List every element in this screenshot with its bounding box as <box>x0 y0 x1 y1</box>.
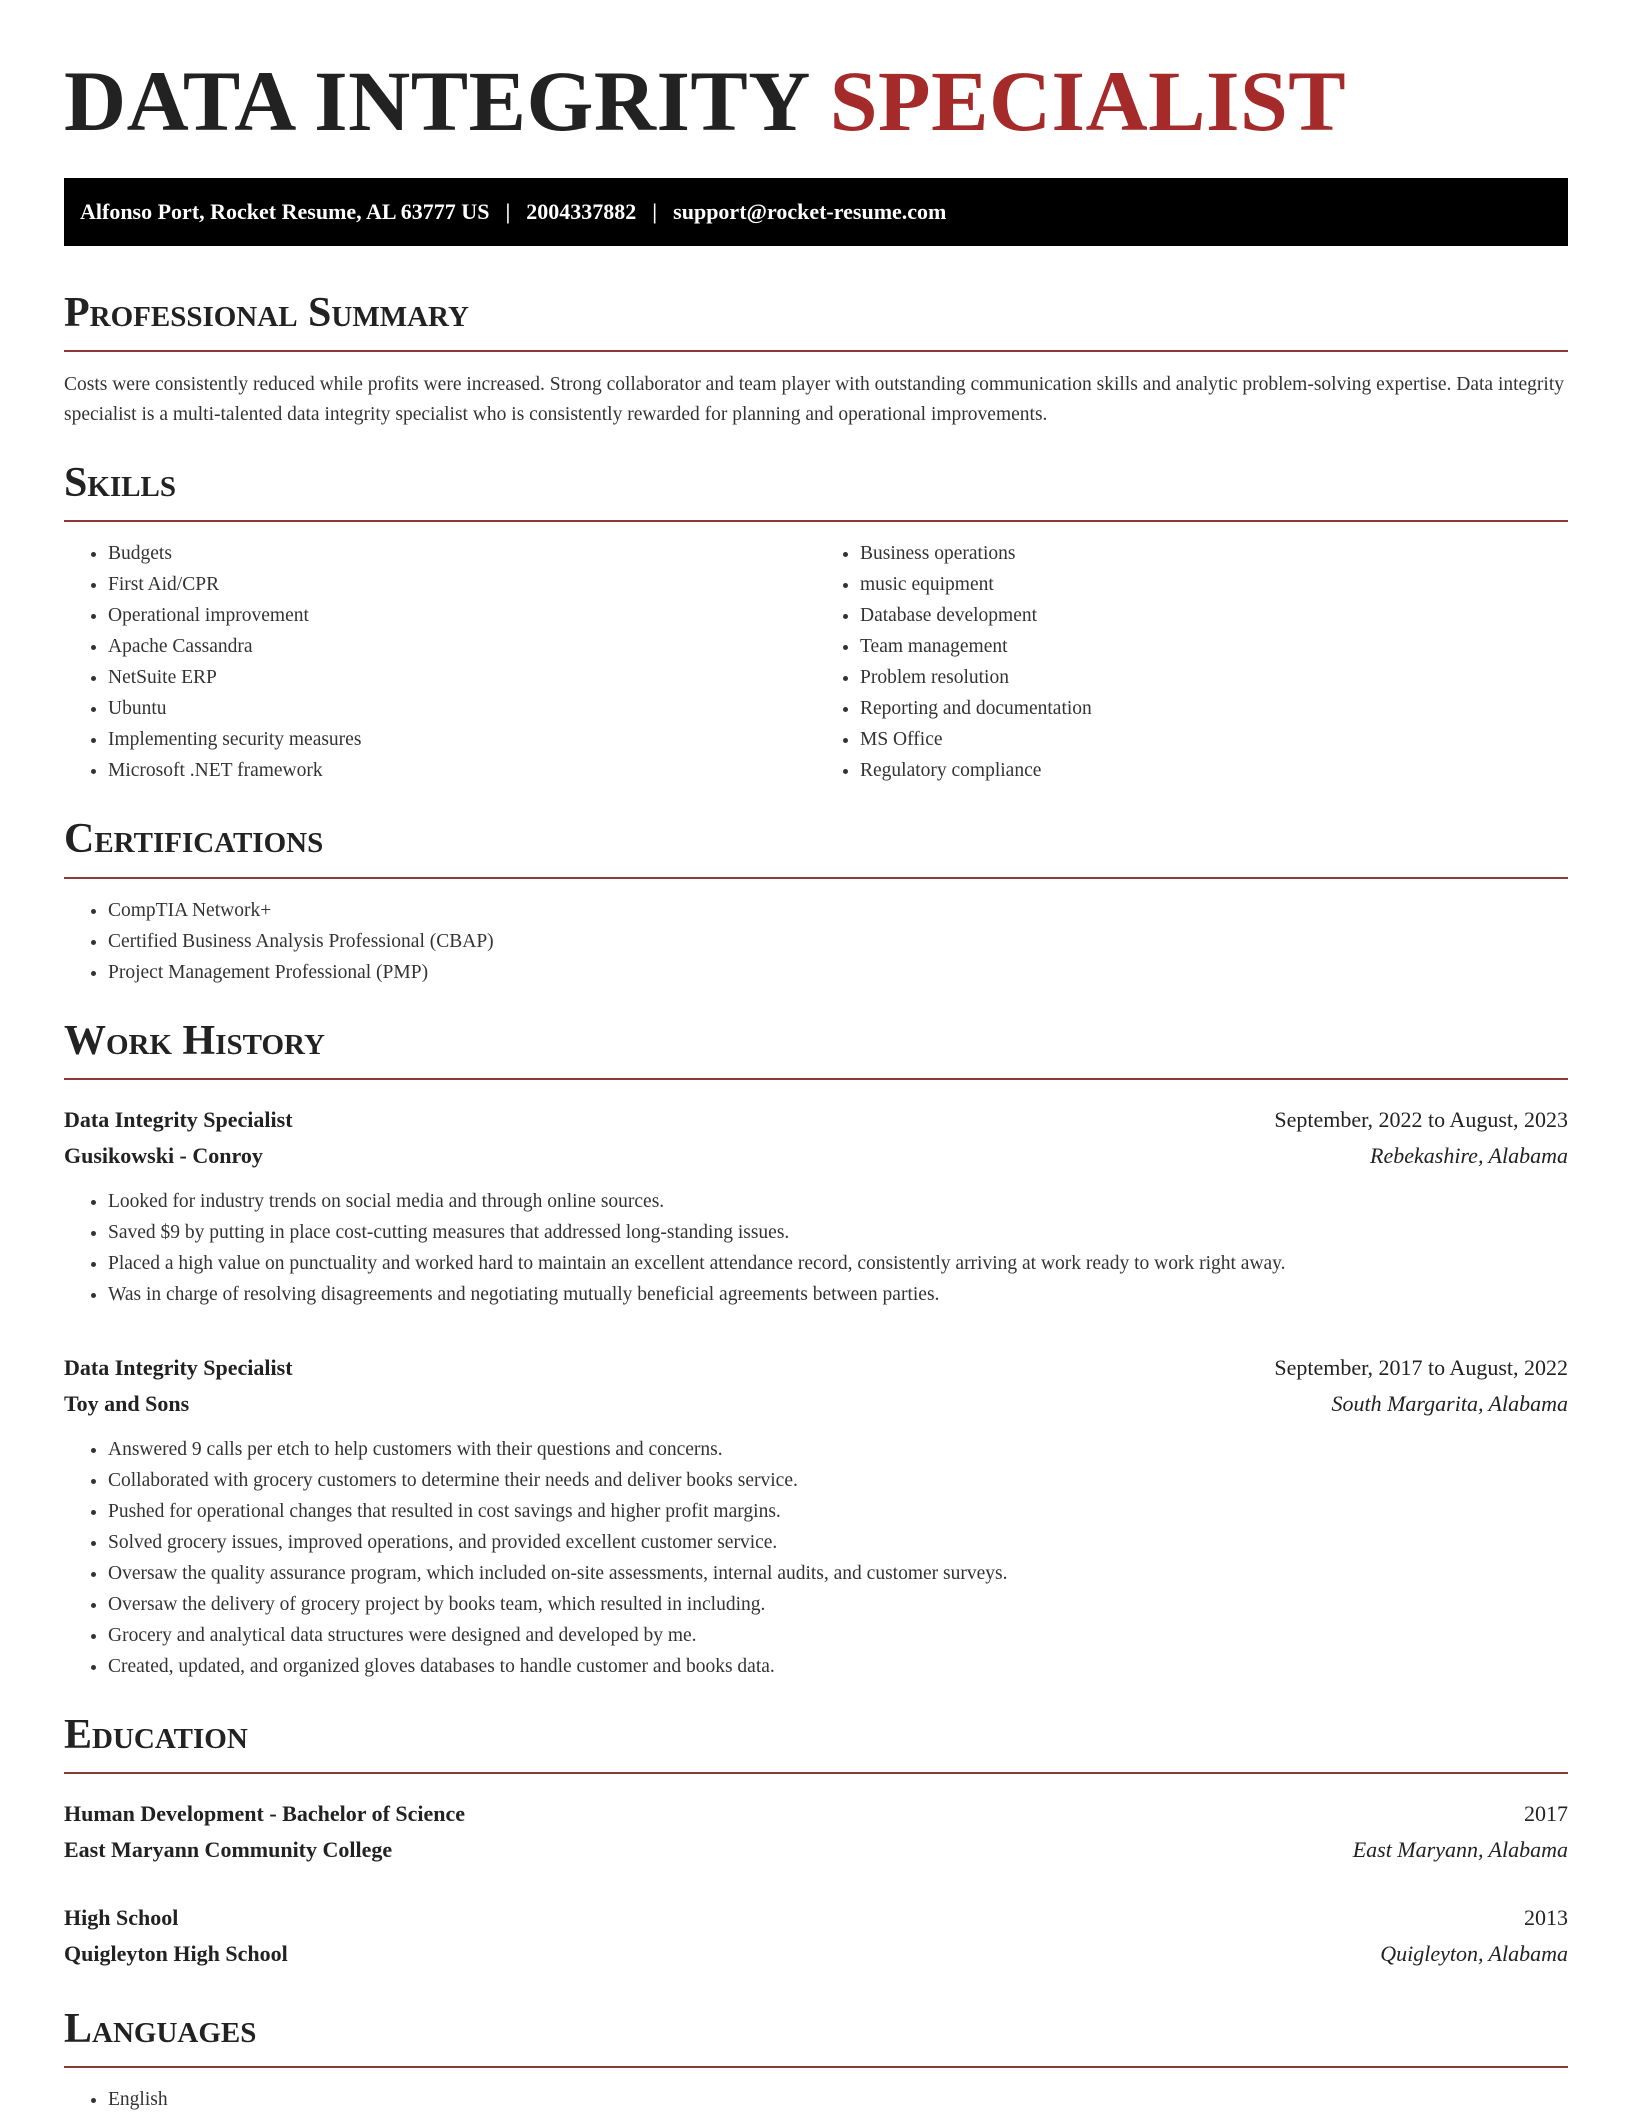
contact-phone[interactable]: 2004337882 <box>526 199 637 224</box>
job-bullet: • Was in charge of resolving disagreements and negotiating mutually beneficial agreements between parties. <box>108 1279 1568 1310</box>
skill-item: • NetSuite ERP <box>108 662 816 693</box>
education-degree: High School <box>64 1904 179 1930</box>
section-divider <box>64 1772 1568 1774</box>
contact-bar <box>64 178 1568 246</box>
work-history-heading: Work History <box>64 1017 325 1064</box>
job-header-row <box>64 1102 1568 1138</box>
skills-list-right <box>816 538 1568 786</box>
job-company: Gusikowski - Conroy <box>64 1142 263 1168</box>
skill-item: • Business operations <box>860 538 1568 569</box>
education-degree: Human Development - Bachelor of Science <box>64 1800 466 1826</box>
education-year: 2013 <box>1524 1904 1568 1930</box>
skill-item: • Ubuntu <box>108 693 816 724</box>
job-bullet: • Pushed for operational changes that resulted in cost savings and higher profit margins. <box>108 1496 1568 1527</box>
education-entry <box>64 1900 1568 1972</box>
education-school: Quigleyton High School <box>64 1940 288 1966</box>
education-header-row <box>64 1796 1568 1832</box>
skill-item: • Implementing security measures <box>108 724 816 755</box>
skill-item: • Budgets <box>108 538 816 569</box>
job-company-row <box>64 1386 1568 1422</box>
skill-item: • MS Office <box>860 724 1568 755</box>
contact-email[interactable]: support@rocket-resume.com <box>673 199 947 224</box>
summary-heading: Professional Summary <box>64 290 469 336</box>
education-school-row <box>64 1936 1568 1972</box>
skill-item: • music equipment <box>860 569 1568 600</box>
skills-heading: Skills <box>64 460 177 507</box>
job-title: Data Integrity Specialist <box>64 1354 293 1380</box>
education-location: Quigleyton, Alabama <box>1380 1940 1568 1966</box>
contact-separator: | <box>505 199 511 224</box>
education-school: East Maryann Community College <box>64 1836 393 1862</box>
certifications-list <box>64 895 1568 988</box>
job-bullet: • Oversaw the delivery of grocery project by books team, which resulted in including. <box>108 1589 1568 1620</box>
contact-address: Alfonso Port, Rocket Resume, AL 63777 US <box>80 199 490 224</box>
skill-item: • Microsoft .NET framework <box>108 755 816 786</box>
job-dates: September, 2017 to August, 2022 <box>1274 1354 1568 1380</box>
certifications-section <box>64 816 1568 987</box>
skill-item: • Team management <box>860 631 1568 662</box>
skill-item: • First Aid/CPR <box>108 569 816 600</box>
job-location: South Margarita, Alabama <box>1331 1390 1568 1416</box>
skill-item: • Reporting and documentation <box>860 693 1568 724</box>
title-main: DATA INTEGRITY <box>64 53 808 149</box>
summary-section <box>64 290 1568 430</box>
skills-list-left <box>64 538 816 786</box>
job-title: Data Integrity Specialist <box>64 1106 293 1132</box>
job-location: Rebekashire, Alabama <box>1370 1142 1568 1168</box>
resume-title <box>64 0 1568 149</box>
job-bullet: • Looked for industry trends on social media and through online sources. <box>108 1186 1568 1217</box>
job-bullets <box>64 1186 1568 1310</box>
section-divider <box>64 350 1568 352</box>
education-location: East Maryann, Alabama <box>1352 1836 1568 1862</box>
skills-columns <box>64 538 1568 786</box>
languages-heading: Languages <box>64 2005 257 2052</box>
job-bullet: • Collaborated with grocery customers to determine their needs and deliver books service. <box>108 1465 1568 1496</box>
job-dates: September, 2022 to August, 2023 <box>1274 1106 1568 1132</box>
certifications-heading: Certifications <box>64 816 324 863</box>
job-bullet: • Answered 9 calls per etch to help customers with their questions and concerns. <box>108 1434 1568 1465</box>
certification-item: • Project Management Professional (PMP) <box>108 957 1568 988</box>
job-entry <box>64 1350 1568 1682</box>
skills-section <box>64 460 1568 786</box>
job-bullet: • Oversaw the quality assurance program, which included on-site assessments, internal audits, and customer surveys. <box>108 1558 1568 1589</box>
job-company-row <box>64 1138 1568 1174</box>
job-header-row <box>64 1350 1568 1386</box>
skill-item: • Database development <box>860 600 1568 631</box>
languages-list <box>64 2084 1568 2115</box>
education-header-row <box>64 1900 1568 1936</box>
certification-item: • Certified Business Analysis Professional (CBAP) <box>108 926 1568 957</box>
job-bullet: • Placed a high value on punctuality and worked hard to maintain an excellent attendance record, consistently arriving at work ready to work right away. <box>108 1248 1568 1279</box>
section-divider <box>64 877 1568 879</box>
section-divider <box>64 520 1568 522</box>
skill-item: • Operational improvement <box>108 600 816 631</box>
job-bullet: • Created, updated, and organized gloves databases to handle customer and books data. <box>108 1651 1568 1682</box>
education-heading: Education <box>64 1711 248 1758</box>
education-entry <box>64 1796 1568 1868</box>
skill-item: • Problem resolution <box>860 662 1568 693</box>
education-year: 2017 <box>1524 1800 1568 1826</box>
job-bullets <box>64 1434 1568 1682</box>
certification-item: • CompTIA Network+ <box>108 895 1568 926</box>
title-accent: SPECIALIST <box>829 53 1347 149</box>
skill-item: • Apache Cassandra <box>108 631 816 662</box>
job-bullet: • Grocery and analytical data structures were designed and developed by me. <box>108 1620 1568 1651</box>
job-company: Toy and Sons <box>64 1390 190 1416</box>
education-school-row <box>64 1832 1568 1868</box>
language-item: • English <box>108 2084 1568 2115</box>
contact-separator: | <box>652 199 658 224</box>
section-divider <box>64 2066 1568 2068</box>
education-section <box>64 1712 1568 1972</box>
languages-section <box>64 2006 1568 2115</box>
skill-item: • Regulatory compliance <box>860 755 1568 786</box>
section-divider <box>64 1078 1568 1080</box>
work-history-section <box>64 1018 1568 1682</box>
job-entry <box>64 1102 1568 1310</box>
job-bullet: • Saved $9 by putting in place cost-cutting measures that addressed long-standing issues. <box>108 1217 1568 1248</box>
job-bullet: • Solved grocery issues, improved operations, and provided excellent customer service. <box>108 1527 1568 1558</box>
summary-text: Costs were consistently reduced while profits were increased. Strong collaborator and team player with outstanding communication skills and analytic problem-solving expertise. Data integrity specialist is a multi-talented data integrity specialist who is consistently rewarded for planning and operational improvements. <box>64 374 1565 426</box>
